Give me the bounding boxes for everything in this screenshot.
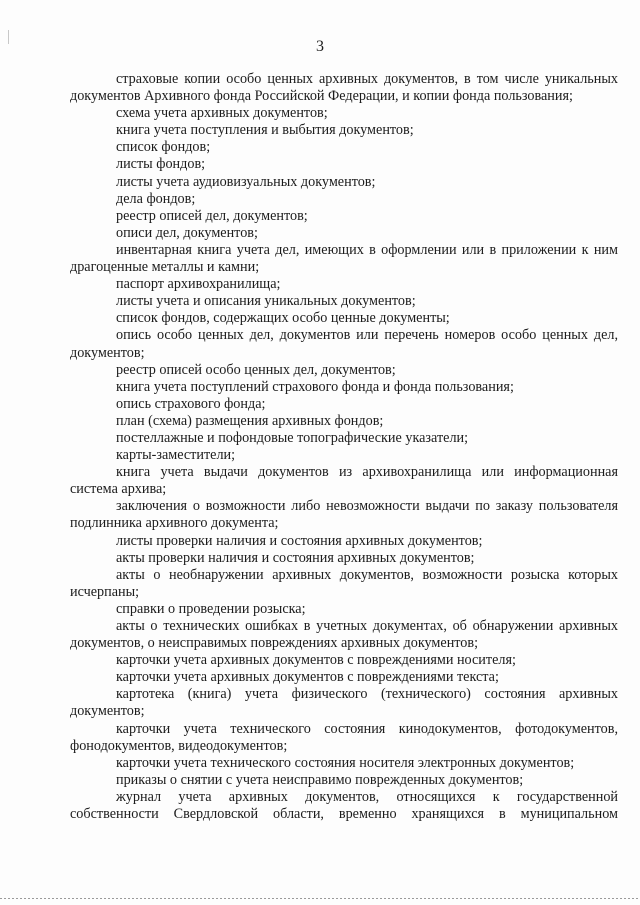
paragraph-31: карточки учета технического состояния кинодокументов, фотодокументов, фонодокументов, видеодокументов; <box>70 720 618 754</box>
paragraph-28: карточки учета архивных документов с повреждениями носителя; <box>116 652 516 669</box>
paragraph-1: страховые копии особо ценных архивных документов, в том числе уникальных документов Архивного фонда Российской Федерации, и копии фонда пользования; <box>70 71 618 105</box>
paragraph-24: акты проверки наличия и состояния архивных документов; <box>116 549 475 566</box>
paragraph-3: книга учета поступления и выбытия документов; <box>116 122 414 139</box>
paragraph-30: картотека (книга) учета физического (технического) состояния архивных документов; <box>70 686 618 720</box>
paragraph-19: постеллажные и пофондовые топографические указатели; <box>116 429 469 446</box>
paragraph-2: схема учета архивных документов; <box>116 105 328 122</box>
paragraph-21: книга учета выдачи документов из архивохранилища или информационная система архива; <box>70 464 618 498</box>
paragraph-20: карты-заместители; <box>116 447 236 464</box>
paragraph-14: опись особо ценных дел, документов или перечень номеров особо ценных дел, документов; <box>70 327 618 361</box>
paragraph-16: книга учета поступлений страхового фонда и фонда пользования; <box>116 378 514 395</box>
paragraph-15: реестр описей особо ценных дел, документов; <box>116 361 396 378</box>
paragraph-13: список фондов, содержащих особо ценные документы; <box>116 310 450 327</box>
paragraph-29: карточки учета архивных документов с повреждениями текста; <box>116 669 499 686</box>
paragraph-7: дела фондов; <box>116 190 196 207</box>
paragraph-27: акты о технических ошибках в учетных документах, об обнаружении архивных документов, о неисправимых повреждениях архивных документов; <box>70 618 618 652</box>
paragraph-9: описи дел, документов; <box>116 224 258 241</box>
paragraph-8: реестр описей дел, документов; <box>116 207 308 224</box>
paragraph-18: план (схема) размещения архивных фондов; <box>116 412 384 429</box>
paragraph-32: карточки учета технического состояния носителя электронных документов; <box>116 754 575 771</box>
paragraph-11: паспорт архивохранилища; <box>116 276 281 293</box>
paragraph-10: инвентарная книга учета дел, имеющих в оформлении или в приложении к ним драгоценные металлы и камни; <box>70 241 618 276</box>
paragraph-25: акты о необнаружении архивных документов, возможности розыска которых исчерпаны; <box>70 566 618 600</box>
paragraph-23: листы проверки наличия и состояния архивных документов; <box>116 532 483 549</box>
paragraph-17: опись страхового фонда; <box>116 395 266 412</box>
paragraph-34: журнал учета архивных документов, относящихся к государственной собственности Свердловской области, временно хранящихся в муниципальном <box>70 788 618 823</box>
paragraph-5: листы фондов; <box>116 156 206 173</box>
document-body <box>70 71 618 823</box>
paragraph-6: листы учета аудиовизуальных документов; <box>116 173 376 190</box>
paragraph-26: справки о проведении розыска; <box>116 600 306 617</box>
paragraph-33: приказы о снятии с учета неисправимо поврежденных документов; <box>116 771 524 788</box>
paragraph-12: листы учета и описания уникальных документов; <box>116 293 416 310</box>
paragraph-22: заключения о возможности либо невозможности выдачи по заказу пользователя подлинника архивного документа; <box>70 498 618 532</box>
paragraph-4: список фондов; <box>116 139 211 156</box>
scan-edge-divider <box>0 898 640 899</box>
page-number: 3 <box>316 38 324 55</box>
